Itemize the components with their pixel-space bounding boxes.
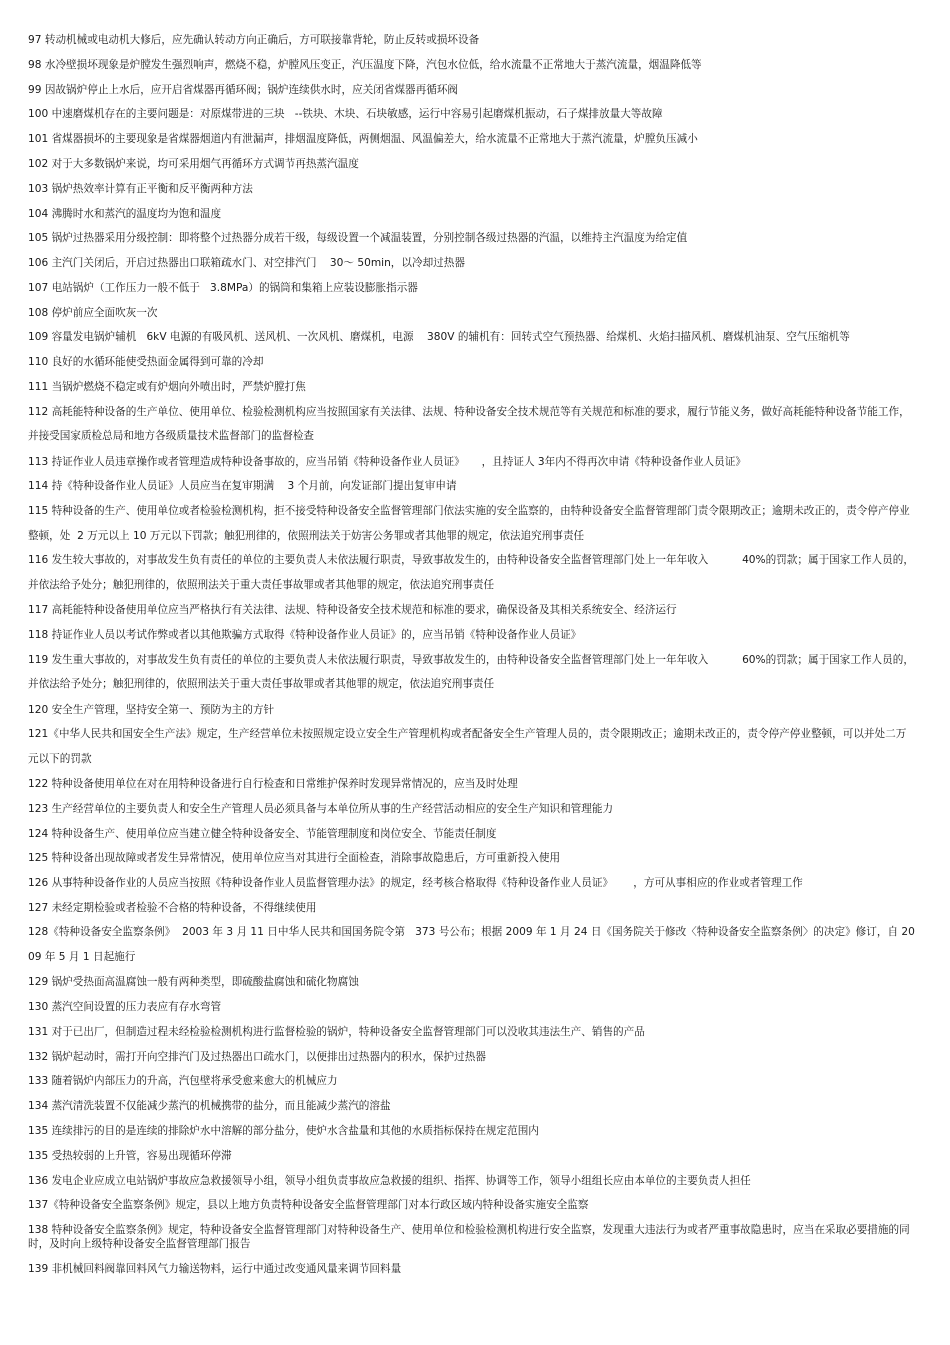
list-item: 135 连续排污的目的是连续的排除炉水中溶解的部分盐分，使炉水含盐量和其他的水质指标保持在规定范围内 — [28, 1125, 539, 1138]
list-item: 106 主汽门关闭后，开启过热器出口联箱疏水门、对空排汽门 30～ 50min，以冷却过热器 — [28, 257, 465, 270]
list-item: 122 特种设备使用单位在对在用特种设备进行自行检查和日常维护保养时发现异常情况的，应当及时处理 — [28, 777, 518, 790]
list-item: 136 发电企业应成立电站锅炉事故应急救援领导小组，领导小组负责事故应急救援的组织、指挥、协调等工作，领导小组组长应由本单位的主要负责人担任 — [28, 1174, 751, 1187]
list-item: 102 对于大多数锅炉来说，均可采用烟气再循环方式调节再热蒸汽温度 — [28, 157, 359, 170]
list-item: 138 特种设备安全监察条例》规定，特种设备安全监督管理部门对特种设备生产、使用单位和检验检测机构进行安全监察，发现重大违法行为或者严重事故隐患时，应当在采取必要措施的同时，及时向上级特种设备安全监督管理部门报告 — [28, 1224, 910, 1251]
list-item: 137《特种设备安全监察条例》规定，县以上地方负责特种设备安全监督管理部门对本行政区域内特种设备实施安全监察 — [28, 1199, 589, 1212]
list-item: 118 持证作业人员以考试作弊或者以其他欺骗方式取得《特种设备作业人员证》的，应当吊销《特种设备作业人员证》 — [28, 629, 582, 642]
list-item: 108 停炉前应全面吹灰一次 — [28, 306, 158, 319]
list-item: 134 蒸汽清洗装置不仅能减少蒸汽的机械携带的盐分，而且能减少蒸汽的溶盐 — [28, 1100, 391, 1113]
list-item: 131 对于已出厂，但制造过程未经检验检测机构进行监督检验的锅炉，特种设备安全监督管理部门可以没收其违法生产、销售的产品 — [28, 1025, 645, 1038]
list-item: 111 当锅炉燃烧不稳定或有炉烟向外喷出时，严禁炉膛打焦 — [28, 381, 306, 394]
list-item: 98 水冷壁损坏现象是炉膛发生强烈响声，燃烧不稳，炉膛风压变正，汽压温度下降，汽包水位低，给水流量不正常地大于蒸汽流量，烟温降低等 — [28, 58, 702, 71]
list-item: 113 持证作业人员违章操作或者管理造成特种设备事故的，应当吊销《特种设备作业人员证》 ，且持证人 3年内不得再次申请《特种设备作业人员证》 — [28, 455, 746, 468]
list-item: 112 高耗能特种设备的生产单位、使用单位、检验检测机构应当按照国家有关法律、法规、特种设备安全技术规范等有关规范和标准的要求，履行节能义务，做好高耗能特种设备节能工作，并接受国家质检总局和地方各级质量技术监督部门的监督检查 — [28, 405, 910, 443]
list-item: 105 锅炉过热器采用分级控制：即将整个过热器分成若干级，每级设置一个减温装置，分别控制各级过热器的汽温，以维持主汽温度为给定值 — [28, 232, 688, 245]
list-item: 110 良好的水循环能使受热面金属得到可靠的冷却 — [28, 356, 264, 369]
list-item: 99 因故锅炉停止上水后，应开启省煤器再循环阀；锅炉连续供水时，应关闭省煤器再循环阀 — [28, 83, 459, 96]
list-item: 109 容量发电锅炉辅机 6kV 电源的有吸风机、送风机、一次风机、磨煤机，电源 380V 的辅机有：回转式空气预热器、给煤机、火焰扫描风机、磨煤机油泵、空气压缩机等 — [28, 331, 850, 344]
document-body — [28, 33, 916, 1287]
list-item: 103 锅炉热效率计算有正平衡和反平衡两种方法 — [28, 182, 253, 195]
list-item: 116 发生较大事故的，对事故发生负有责任的单位的主要负责人未依法履行职责，导致事故发生的，由特种设备安全监督管理部门处上一年年收入 40%的罚款；属于国家工作人员的，并依法给予处分；触犯刑律的，依照刑法关于重大责任事故罪或者其他罪的规定，依法追究刑事责任 — [28, 554, 914, 592]
list-item: 107 电站锅炉（工作压力一般不低于 3.8MPa）的锅筒和集箱上应装设膨胀指示器 — [28, 281, 418, 294]
list-item: 120 安全生产管理，坚持安全第一、预防为主的方针 — [28, 703, 275, 716]
list-item: 114 持《特种设备作业人员证》人员应当在复审期满 3 个月前，向发证部门提出复审申请 — [28, 480, 457, 493]
list-item: 126 从事特种设备作业的人员应当按照《特种设备作业人员监督管理办法》的规定，经考核合格取得《特种设备作业人员证》 ，方可从事相应的作业或者管理工作 — [28, 877, 803, 890]
list-item: 115 特种设备的生产、使用单位或者检验检测机构，拒不接受特种设备安全监督管理部门依法实施的安全监察的，由特种设备安全监督管理部门责令限期改正；逾期未改正的，责令停产停业整顿，处 2 万元以上 10 万元以下罚款；触犯刑律的，依照刑法关于妨害公务罪或者其他罪的规定，依法追究刑事责任 — [28, 504, 910, 542]
list-item: 132 锅炉起动时，需打开向空排汽门及过热器出口疏水门，以便排出过热器内的积水，保护过热器 — [28, 1050, 486, 1063]
list-item: 129 锅炉受热面高温腐蚀一般有两种类型，即硫酸盐腐蚀和硫化物腐蚀 — [28, 976, 359, 989]
list-item: 101 省煤器损坏的主要现象是省煤器烟道内有泄漏声，排烟温度降低，两侧烟温、风温偏差大，给水流量不正常地大于蒸汽流量，炉膛负压减小 — [28, 133, 698, 146]
list-item: 104 沸腾时水和蒸汽的温度均为饱和温度 — [28, 207, 222, 220]
list-item: 125 特种设备出现故障或者发生异常情况，使用单位应当对其进行全面检查，消除事故隐患后，方可重新投入使用 — [28, 852, 561, 865]
list-item: 100 中速磨煤机存在的主要问题是：对原煤带进的三块 --铁块、木块、石块敏感，运行中容易引起磨煤机振动，石子煤排放量大等故障 — [28, 108, 663, 121]
list-item: 124 特种设备生产、使用单位应当建立健全特种设备安全、节能管理制度和岗位安全、节能责任制度 — [28, 827, 497, 840]
list-item: 130 蒸汽空间设置的压力表应有存水弯管 — [28, 1001, 222, 1014]
list-item: 123 生产经营单位的主要负责人和安全生产管理人员必须具备与本单位所从事的生产经营活动相应的安全生产知识和管理能力 — [28, 802, 614, 815]
list-item: 133 随着锅炉内部压力的升高，汽包壁将承受愈来愈大的机械应力 — [28, 1075, 338, 1088]
list-item: 121《中华人民共和国安全生产法》规定，生产经营单位未按照规定设立安全生产管理机构或者配备安全生产管理人员的，责令限期改正；逾期未改正的，责令停产停业整顿，可以并处二万元以下的罚款 — [28, 727, 907, 765]
list-item: 139 非机械回料阀靠回料风气力输送物料，运行中通过改变通风量来调节回料量 — [28, 1263, 402, 1276]
list-item: 128《特种设备安全监察条例》 2003 年 3 月 11 日中华人民共和国国务院令第 373 号公布；根据 2009 年 1 月 24 日《国务院关于修改〈特种设备安全监察条例〉的决定》修订，自 2009 年 5 月 1 日起施行 — [28, 926, 915, 964]
list-item: 119 发生重大事故的，对事故发生负有责任的单位的主要负责人未依法履行职责，导致事故发生的，由特种设备安全监督管理部门处上一年年收入 60%的罚款；属于国家工作人员的，并依法给予处分；触犯刑律的，依照刑法关于重大责任事故罪或者其他罪的规定，依法追究刑事责任 — [28, 653, 914, 691]
list-item: 135 受热较弱的上升管，容易出现循环停滞 — [28, 1149, 232, 1162]
list-item: 127 未经定期检验或者检验不合格的特种设备，不得继续使用 — [28, 901, 317, 914]
list-item: 97 转动机械或电动机大修后，应先确认转动方向正确后，方可联接靠背轮，防止反转或损坏设备 — [28, 34, 480, 46]
list-item: 117 高耗能特种设备使用单位应当严格执行有关法律、法规、特种设备安全技术规范和标准的要求，确保设备及其相关系统安全、经济运行 — [28, 604, 677, 617]
